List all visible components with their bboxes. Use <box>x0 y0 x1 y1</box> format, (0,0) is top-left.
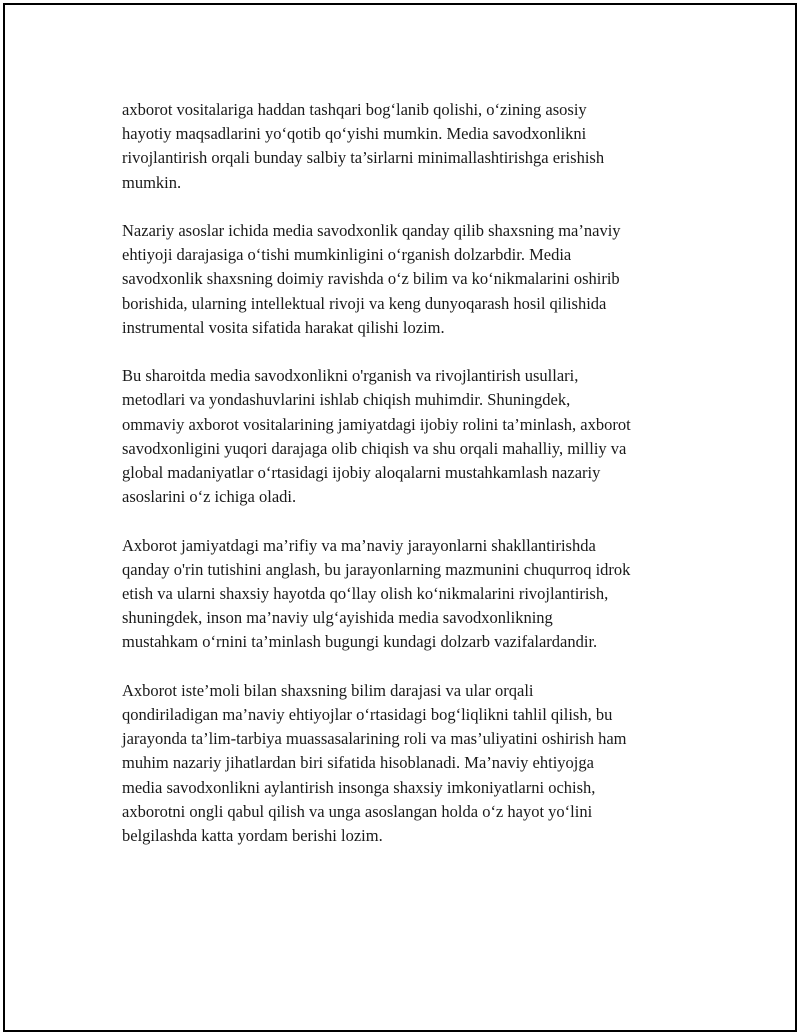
paragraph-1 <box>122 98 707 195</box>
text-line: axborot vositalariga haddan tashqari bog‘lanib qolishi, o‘zining asosiy <box>122 100 587 119</box>
text-line: rivojlantirish orqali bunday salbiy ta’sirlarni minimallashtirishga erishish <box>122 148 605 168</box>
text-line: hayotiy maqsadlarini yo‘qotib qo‘yishi mumkin. Media savodxonlikni <box>122 124 587 144</box>
document-body <box>122 98 707 872</box>
text-line: mumkin. <box>122 172 182 192</box>
text-line: instrumental vosita sifatida harakat qilishi lozim. <box>122 317 445 337</box>
text-line: axborotni ongli qabul qilish va unga asoslangan holda o‘z hayot yo‘lini <box>122 801 593 821</box>
paragraph-3 <box>122 364 707 509</box>
text-line: global madaniyatlar o‘rtasidagi ijobiy aloqalarni mustahkamlash nazariy <box>122 463 601 483</box>
text-line: etish va ularni shaxsiy hayotda qo‘llay olish ko‘nikmalarini rivojlantirish, <box>122 584 609 604</box>
text-line: borishida, ularning intellektual rivoji va keng dunyoqarash hosil qilishida <box>122 293 607 313</box>
paragraph-2 <box>122 219 707 340</box>
text-line: asoslarini o‘z ichiga oladi. <box>122 487 297 507</box>
text-line: Bu sharoitda media savodxonlikni o'rganish va rivojlantirish usullari, <box>122 366 579 386</box>
text-line: metodlari va yondashuvlarini ishlab chiqish muhimdir. Shuningdek, <box>122 390 571 410</box>
text-line: Nazariy asoslar ichida media savodxonlik qanday qilib shaxsning ma’naviy <box>122 221 621 240</box>
text-line: shuningdek, inson ma’naviy ulg‘ayishida media savodxonlikning <box>122 608 553 628</box>
text-line: ommaviy axborot vositalarining jamiyatdagi ijobiy rolini ta’minlash, axborot <box>122 414 631 434</box>
text-line: belgilashda katta yordam berishi lozim. <box>122 826 383 846</box>
text-line: Axborot jamiyatdagi ma’rifiy va ma’naviy jarayonlarni shakllantirishda <box>122 535 596 555</box>
text-line: qanday o'rin tutishini anglash, bu jarayonlarning mazmunini chuqurroq idrok <box>122 559 631 579</box>
text-line: ehtiyoji darajasiga o‘tishi mumkinligini o‘rganish dolzarbdir. Media <box>122 245 572 265</box>
text-line: muhim nazariy jihatlardan biri sifatida hisoblanadi. Ma’naviy ehtiyojga <box>122 753 594 773</box>
text-line: jarayonda ta’lim-tarbiya muassasalarining roli va mas’uliyatini oshirish ham <box>122 729 627 749</box>
text-line: mustahkam o‘rnini ta’minlash bugungi kundagi dolzarb vazifalardandir. <box>122 632 598 652</box>
text-line: media savodxonlikni aylantirish insonga shaxsiy imkoniyatlarni ochish, <box>122 777 596 797</box>
paragraph-5 <box>122 679 707 848</box>
page-frame <box>3 3 797 1032</box>
text-line: Axborot iste’moli bilan shaxsning bilim darajasi va ular orqali <box>122 680 534 700</box>
text-line: savodxonligini yuqori darajaga olib chiqish va shu orqali mahalliy, milliy va <box>122 438 627 458</box>
paragraph-4 <box>122 534 707 655</box>
text-line: savodxonlik shaxsning doimiy ravishda o‘z bilim va ko‘nikmalarini oshirib <box>122 269 620 289</box>
text-line: qondiriladigan ma’naviy ehtiyojlar o‘rtasidagi bog‘liqlikni tahlil qilish, bu <box>122 705 613 725</box>
